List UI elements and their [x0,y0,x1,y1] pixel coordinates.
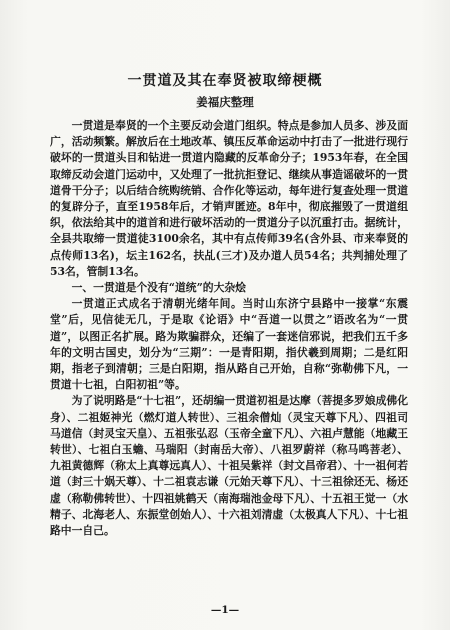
document-author: 姜福庆整理 [196,95,254,109]
paragraph-origin: 一贯道正式成名于清朝光绪年间。当时山东济宁县路中一接掌“东震堂”后，见信徒无几，于是取《论语》中“吾道一以贯之”语改名为“一贯道”，以图正名扩展。路为欺骗群众，还编了一套迷信邪说，把我们五千多年的文明古国史，划分为“三期”：一是青阳期，指伏羲到周期；二是红阳期，指老子到清朝；三是白阳期，指从路自己开始，自称“弥勒佛下凡，一贯道十七祖，白阳初祖”等。 [50,297,408,392]
document-body [50,118,408,539]
paragraph-intro: 一贯道是奉贤的一个主要反动会道门组织。特点是参加人员多、涉及面广，活动频繁。解放后在土地改革、镇压反革命运动中打击了一批进行现行破坏的一贯道头目和钻进一贯道内隐藏的反革命分子；1953年春，在全国取缔反动会道门运动中，又处理了一批抗拒登记、继续从事造谣破坏的一贯道骨干分子；以后结合统购统销、合作化等运动，每年进行复查处理一贯道的复辟分子，直至1958年后，才销声匿迹。8年中，彻底摧毁了一贯道组织，依法给其中的道首和进行破坏活动的一贯道分子以沉重打击。据统计，全县共取缔一贯道徒3100余名，其中有点传师39名(含外县、市来奉贤的点传师13名)，坛主162名，扶乩(三才)及办道人员54名；共判捕处理了53名，管制13名。 [50,119,408,278]
section-heading: 一、一贯道是个没有“道统”的大杂烩 [71,281,246,295]
document-title: 一贯道及其在奉贤被取缔梗概 [127,73,323,89]
page-number: —1— [210,604,240,616]
paragraph-lineage: 为了说明路是“十七祖”，还胡编一贯道初祖是达摩（菩提多罗娘成佛化身）、二祖姬神光（燃灯道人转世）、三祖余僧灿（灵宝天尊下凡）、四祖司马道信（封灵宝天皇）、五祖张弘忍（玉帝全童下凡）、六祖卢慧能（地藏王转世）、七祖白玉蟾、马瑞阳（封南岳大帝）、八祖罗蔚祥（称马鸣菩老）、九祖黄德辉（称太上真尊远真人）、十祖吴紫祥（封文昌帝君）、十一祖何若道（封三十娲天尊）、十二祖袁志谦（元始天尊下凡）、十三祖徐还无、杨还虚（称勒佛转世）、十四祖姚鹤天（南海瑞池金母下凡）、十五祖王觉一（水精子、北海老人、东振堂创始人）、十六祖刘清虚（太极真人下凡）、十七祖路中一自己。 [50,394,408,538]
